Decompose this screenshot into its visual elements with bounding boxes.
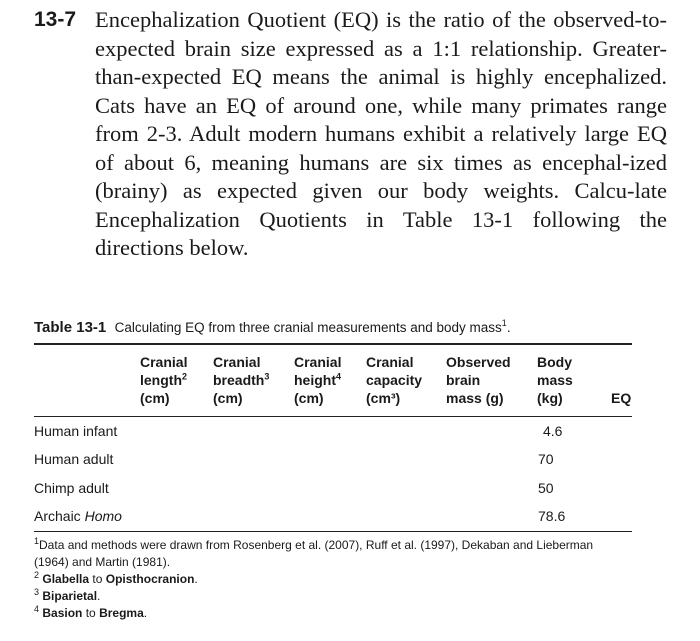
- table-top-rule: [34, 343, 632, 345]
- caption-footnote-mark: 1: [501, 318, 507, 328]
- col-header-cranial-breadth: Cranial breadth$^3$ (cm): [213, 354, 270, 406]
- table-header-rule: [34, 416, 632, 417]
- body-mass-chimp-adult: 50: [538, 480, 554, 496]
- col-header-eq: EQ: [611, 390, 632, 406]
- col-header-body-mass: Body mass (kg): [537, 354, 573, 406]
- row-label-human-infant: Human infant: [34, 423, 118, 439]
- footnote-2: $^2$ Glabella to Opisthocranion.: [34, 570, 198, 586]
- caption-period: .: [506, 320, 511, 335]
- problem-text: Encephalization Quotient (EQ) is the ratio of the observed-to-expected brain size expressed as a 1:1 relationship. Greater-than-expected EQ means the animal is highly encephalized. Cats have an EQ of around one, while many primates range from 2-3. Adult modern humans exhibit a relatively large EQ of about 6, meaning humans are six times as encephal-ized (brainy) as expected given our body weights. Calcu-late Encephalization Quotients in Table 13-1 following the directions below.: [95, 7, 667, 260]
- body-mass-archaic-homo: 78.6: [538, 508, 566, 524]
- row-label-chimp-adult: Chimp adult: [34, 480, 109, 496]
- body-mass-human-adult: 70: [538, 451, 554, 467]
- footnote-3: $^3$ Biparietal.: [34, 587, 101, 603]
- table-bottom-rule: [34, 531, 632, 532]
- footnote-1: $^1$Data and methods were drawn from Rosenberg et al. (2007), Ruff et al. (1997), Dekaban and Lieberman (1964) and Martin (1981).: [34, 536, 594, 569]
- col-header-observed-brain-mass: Observed brain mass (g): [446, 354, 511, 406]
- row-label-archaic-homo: Archaic Homo: [34, 508, 122, 524]
- col-header-cranial-height: Cranial height$^4$ (cm): [294, 354, 342, 406]
- col-header-cranial-length: Cranial length$^2$ (cm): [140, 354, 188, 406]
- body-mass-human-infant: 4.6: [543, 423, 563, 439]
- table-label: Table 13-1: [34, 319, 107, 336]
- table-caption: [34, 319, 511, 336]
- row-label-human-adult: Human adult: [34, 451, 114, 467]
- problem-number: 13-7: [34, 8, 77, 31]
- col-header-cranial-capacity: Cranial capacity (cm³): [366, 354, 423, 406]
- footnote-4: $^4$ Basion to Bregma.: [34, 604, 148, 620]
- table-caption-text: Calculating EQ from three cranial measurements and body mass: [114, 320, 502, 335]
